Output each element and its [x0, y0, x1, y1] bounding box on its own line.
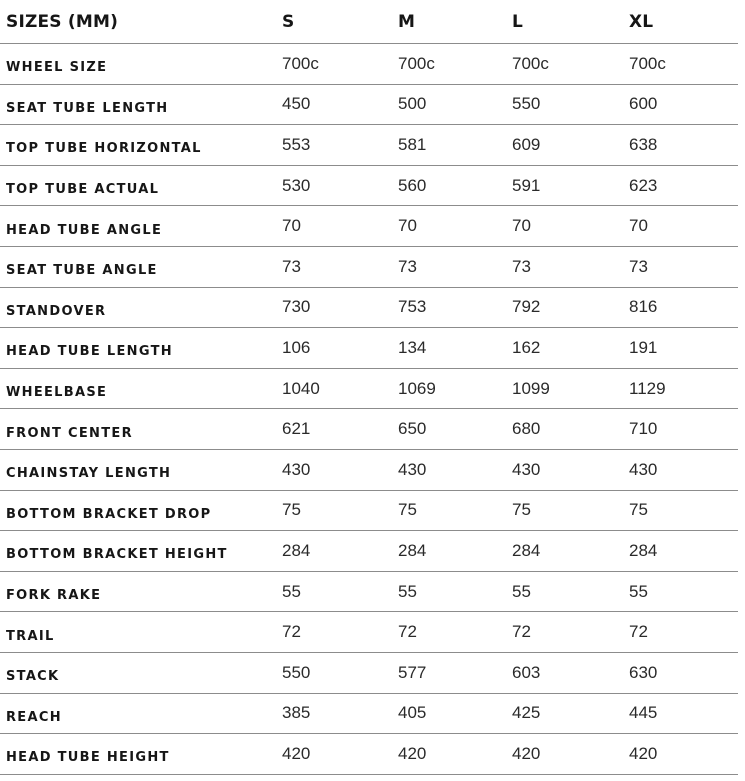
- table-row: [0, 206, 738, 247]
- row-label: SEAT TUBE ANGLE: [6, 263, 158, 279]
- value-l: 55: [512, 581, 531, 601]
- table-row: [0, 531, 738, 572]
- value-s: 420: [282, 743, 311, 763]
- value-l: 550: [512, 94, 541, 114]
- value-s: 450: [282, 94, 311, 114]
- table-row: [0, 166, 738, 207]
- value-m: 500: [398, 94, 427, 114]
- value-xl: 75: [629, 500, 648, 520]
- value-m: 420: [398, 743, 427, 763]
- table-row: [0, 247, 738, 288]
- value-s: 730: [282, 297, 311, 317]
- value-l: 680: [512, 419, 541, 439]
- value-xl: 710: [629, 419, 658, 439]
- value-m: 405: [398, 703, 427, 723]
- value-l: 609: [512, 134, 541, 154]
- value-l: 284: [512, 540, 541, 560]
- value-l: 1099: [512, 378, 550, 398]
- value-s: 430: [282, 459, 311, 479]
- table-row: [0, 450, 738, 491]
- value-s: 55: [282, 581, 301, 601]
- table-row: [0, 125, 738, 166]
- row-label: TOP TUBE ACTUAL: [6, 182, 160, 198]
- value-s: 73: [282, 256, 301, 276]
- table-row: [0, 409, 738, 450]
- row-label: CHAINSTAY LENGTH: [6, 466, 172, 482]
- value-xl: 638: [629, 134, 658, 154]
- header-size-m: M: [398, 11, 416, 32]
- value-xl: 600: [629, 94, 658, 114]
- row-label: TRAIL: [6, 628, 55, 644]
- value-m: 72: [398, 622, 417, 642]
- header-size-s: S: [282, 11, 295, 32]
- value-m: 75: [398, 500, 417, 520]
- value-m: 753: [398, 297, 427, 317]
- value-s: 385: [282, 703, 311, 723]
- value-m: 284: [398, 540, 427, 560]
- value-s: 700c: [282, 53, 319, 73]
- table-body: [0, 44, 738, 775]
- value-m: 134: [398, 337, 427, 357]
- value-xl: 55: [629, 581, 648, 601]
- value-m: 55: [398, 581, 417, 601]
- value-xl: 816: [629, 297, 658, 317]
- value-s: 621: [282, 419, 311, 439]
- row-label: WHEEL SIZE: [6, 60, 108, 76]
- value-xl: 420: [629, 743, 658, 763]
- value-s: 550: [282, 662, 311, 682]
- table-row: [0, 734, 738, 775]
- row-label: WHEELBASE: [6, 385, 108, 401]
- value-s: 75: [282, 500, 301, 520]
- value-m: 430: [398, 459, 427, 479]
- value-l: 430: [512, 459, 541, 479]
- table-row: [0, 369, 738, 410]
- value-xl: 445: [629, 703, 658, 723]
- row-label: SEAT TUBE LENGTH: [6, 100, 169, 116]
- row-label: BOTTOM BRACKET DROP: [6, 506, 212, 522]
- value-l: 700c: [512, 53, 549, 73]
- value-xl: 700c: [629, 53, 666, 73]
- table-row: [0, 653, 738, 694]
- value-s: 553: [282, 134, 311, 154]
- value-m: 581: [398, 134, 427, 154]
- value-l: 70: [512, 216, 531, 236]
- value-l: 792: [512, 297, 541, 317]
- value-xl: 191: [629, 337, 658, 357]
- value-l: 425: [512, 703, 541, 723]
- row-label: HEAD TUBE HEIGHT: [6, 750, 170, 766]
- value-s: 72: [282, 622, 301, 642]
- table-row: [0, 85, 738, 126]
- row-label: REACH: [6, 709, 62, 725]
- value-xl: 72: [629, 622, 648, 642]
- row-label: FRONT CENTER: [6, 425, 133, 441]
- value-s: 106: [282, 337, 311, 357]
- value-l: 603: [512, 662, 541, 682]
- table-row: [0, 572, 738, 613]
- table-row: [0, 491, 738, 532]
- value-s: 530: [282, 175, 311, 195]
- value-xl: 630: [629, 662, 658, 682]
- value-m: 700c: [398, 53, 435, 73]
- value-m: 1069: [398, 378, 436, 398]
- value-xl: 70: [629, 216, 648, 236]
- row-label: HEAD TUBE ANGLE: [6, 222, 163, 238]
- value-m: 73: [398, 256, 417, 276]
- value-xl: 623: [629, 175, 658, 195]
- value-s: 70: [282, 216, 301, 236]
- header-title: SIZES (MM): [6, 11, 119, 32]
- row-label: HEAD TUBE LENGTH: [6, 344, 173, 360]
- value-l: 73: [512, 256, 531, 276]
- value-l: 75: [512, 500, 531, 520]
- value-m: 650: [398, 419, 427, 439]
- value-s: 1040: [282, 378, 320, 398]
- value-m: 577: [398, 662, 427, 682]
- header-size-xl: XL: [629, 11, 654, 32]
- table-header-row: [0, 0, 738, 44]
- value-l: 72: [512, 622, 531, 642]
- table-row: [0, 288, 738, 329]
- value-l: 420: [512, 743, 541, 763]
- table-row: [0, 44, 738, 85]
- value-m: 70: [398, 216, 417, 236]
- value-xl: 73: [629, 256, 648, 276]
- table-row: [0, 612, 738, 653]
- value-s: 284: [282, 540, 311, 560]
- row-label: TOP TUBE HORIZONTAL: [6, 141, 202, 157]
- header-size-l: L: [512, 11, 524, 32]
- value-xl: 1129: [629, 378, 666, 398]
- row-label: FORK RAKE: [6, 588, 102, 604]
- row-label: BOTTOM BRACKET HEIGHT: [6, 547, 228, 563]
- value-m: 560: [398, 175, 427, 195]
- row-label: STANDOVER: [6, 303, 107, 319]
- value-l: 162: [512, 337, 541, 357]
- value-xl: 284: [629, 540, 658, 560]
- table-row: [0, 328, 738, 369]
- value-xl: 430: [629, 459, 658, 479]
- table-row: [0, 694, 738, 735]
- value-l: 591: [512, 175, 541, 195]
- row-label: STACK: [6, 669, 60, 685]
